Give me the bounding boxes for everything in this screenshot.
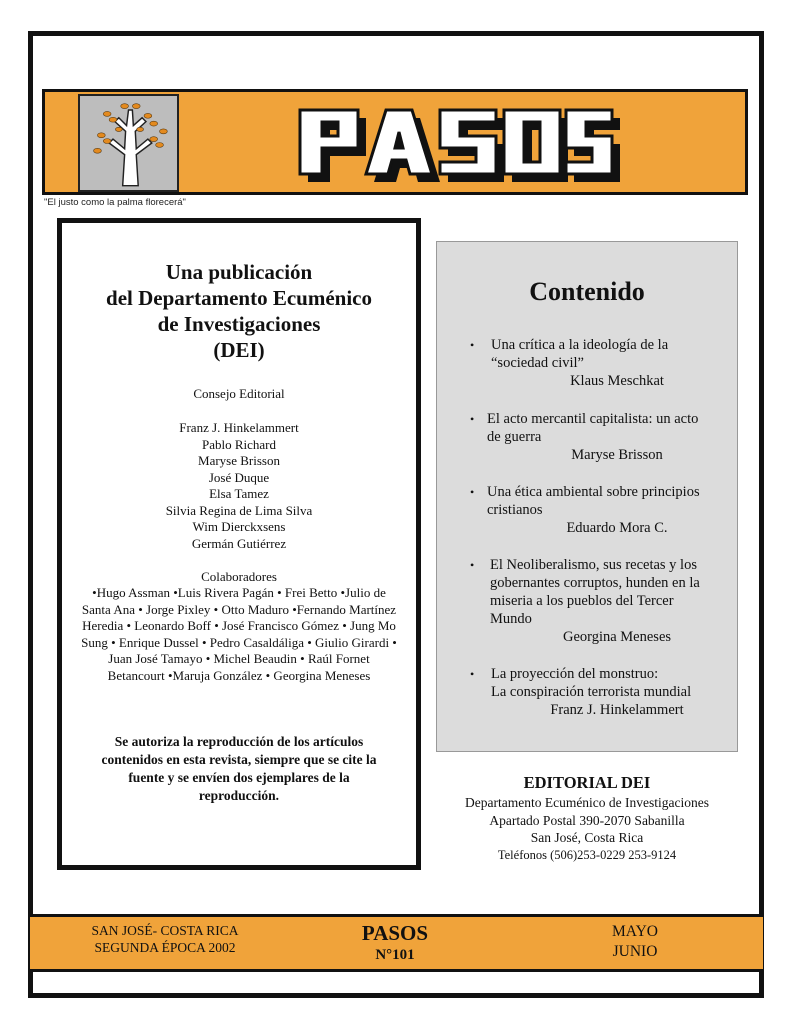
- contents-item[interactable]: [437, 410, 737, 464]
- article-author: Maryse Brisson: [571, 447, 663, 463]
- article-title-line: miseria a los pueblos del Tercer: [490, 593, 674, 609]
- colaboradores-line: Sung • Enrique Dussel • Pedro Casaldáliga • Giulio Girardi •: [81, 634, 397, 650]
- editors-list: [62, 420, 416, 552]
- footer-magazine-name: PASOS: [361, 921, 429, 945]
- article-author: Franz J. Hinkelammert: [550, 702, 684, 718]
- footer-issue: [340, 921, 450, 965]
- tagline: "El justo como la palma florecerá": [44, 197, 186, 208]
- publication-title-line: (DEI): [213, 338, 265, 362]
- article-title-line: cristianos: [487, 502, 543, 518]
- contents-panel: [436, 241, 738, 752]
- publication-title-line: de Investigaciones: [157, 312, 321, 336]
- footer-band: [30, 914, 763, 972]
- contents-item[interactable]: [437, 556, 737, 646]
- editor-name: Franz J. Hinkelammert: [179, 420, 299, 435]
- article-author: Georgina Meneses: [562, 629, 672, 645]
- footer-location: [60, 922, 270, 956]
- bullet-icon: •: [470, 667, 475, 681]
- publisher-info: [436, 772, 738, 864]
- consejo-editorial-label: Consejo Editorial: [193, 386, 285, 401]
- bullet-icon: •: [470, 485, 475, 499]
- reproduction-notice-line: fuente y se envíen dos ejemplares de la: [128, 770, 350, 785]
- colaboradores-line: Santa Ana • Jorge Pixley • Otto Maduro •Fernando Martínez: [81, 601, 397, 617]
- footer-month: JUNIO: [612, 943, 658, 960]
- reproduction-notice-line: contenidos en esta revista, siempre que se cite la: [101, 752, 377, 767]
- bullet-icon: •: [470, 558, 475, 572]
- article-title-line: El Neoliberalismo, sus recetas y los: [490, 557, 697, 573]
- reproduction-notice-line: reproducción.: [198, 788, 280, 803]
- publication-title: [62, 259, 416, 363]
- article-title-line: La conspiración terrorista mundial: [491, 684, 692, 700]
- article-title-line: Una crítica a la ideología de la: [491, 337, 669, 353]
- article-author: Eduardo Mora C.: [566, 520, 668, 536]
- article-title-line: El acto mercantil capitalista: un acto: [487, 411, 699, 427]
- colaboradores-line: •Hugo Assman •Luis Rivera Pagán • Frei Betto •Julio de: [92, 585, 386, 600]
- footer-months: [590, 922, 680, 962]
- footer-epoch: SEGUNDA ÉPOCA 2002: [94, 940, 236, 955]
- masthead-title: [290, 94, 620, 184]
- article-author: Klaus Meschkat: [570, 373, 664, 389]
- footer-issue-number: N°101: [375, 947, 415, 963]
- bullet-icon: •: [470, 338, 475, 352]
- article-title-line: Mundo: [490, 611, 532, 627]
- article-title-line: de guerra: [487, 429, 542, 445]
- colaboradores-line: Juan José Tamayo • Michel Beaudin • Raúl Fornet: [108, 651, 370, 666]
- reproduction-notice: [62, 733, 416, 805]
- publisher-name: EDITORIAL DEI: [523, 773, 651, 792]
- reproduction-notice-line: Se autoriza la reproducción de los artículos: [114, 734, 364, 749]
- colaboradores-line: Betancourt •Maruja González • Georgina Meneses: [107, 667, 371, 683]
- editor-name: Wim Dierckxsens: [192, 519, 286, 534]
- colaboradores-label: Colaboradores: [201, 569, 277, 584]
- publisher-department: Departamento Ecuménico de Investigaciones: [464, 795, 710, 810]
- publisher-city: San José, Costa Rica: [530, 830, 644, 845]
- contents-title: Contenido: [529, 277, 645, 306]
- contents-item[interactable]: [437, 483, 737, 537]
- contents-item[interactable]: [437, 336, 737, 390]
- colaboradores-list: [62, 585, 416, 684]
- article-title-line: Una ética ambiental sobre principios: [487, 484, 700, 500]
- editor-name: Germán Gutiérrez: [191, 535, 287, 551]
- article-title-line: “sociedad civil”: [491, 355, 584, 371]
- editor-name: Elsa Tamez: [209, 486, 269, 501]
- publisher-address: Apartado Postal 390-2070 Sabanilla: [489, 812, 685, 828]
- editor-name: Maryse Brisson: [198, 453, 280, 468]
- publisher-phones: Teléfonos (506)253-0229 253-9124: [497, 847, 677, 862]
- editor-name: Silvia Regina de Lima Silva: [165, 502, 313, 518]
- article-title-line: La proyección del monstruo:: [491, 666, 659, 682]
- editor-name: Pablo Richard: [201, 436, 276, 452]
- footer-month: MAYO: [612, 923, 658, 940]
- editor-name: José Duque: [208, 469, 270, 485]
- contents-item[interactable]: [437, 665, 737, 719]
- article-title-line: gobernantes corruptos, hunden en la: [490, 575, 700, 591]
- publication-info-panel: [57, 218, 421, 870]
- footer-city: SAN JOSÉ- COSTA RICA: [91, 923, 239, 938]
- publication-title-line: Una publicación: [165, 260, 313, 284]
- bullet-icon: •: [470, 412, 475, 426]
- publication-title-line: del Departamento Ecuménico: [106, 286, 372, 310]
- palm-tree-logo-icon: [78, 94, 179, 192]
- colaboradores-line: Heredia • Leonardo Boff • José Francisco Gómez • Jung Mo: [82, 618, 396, 633]
